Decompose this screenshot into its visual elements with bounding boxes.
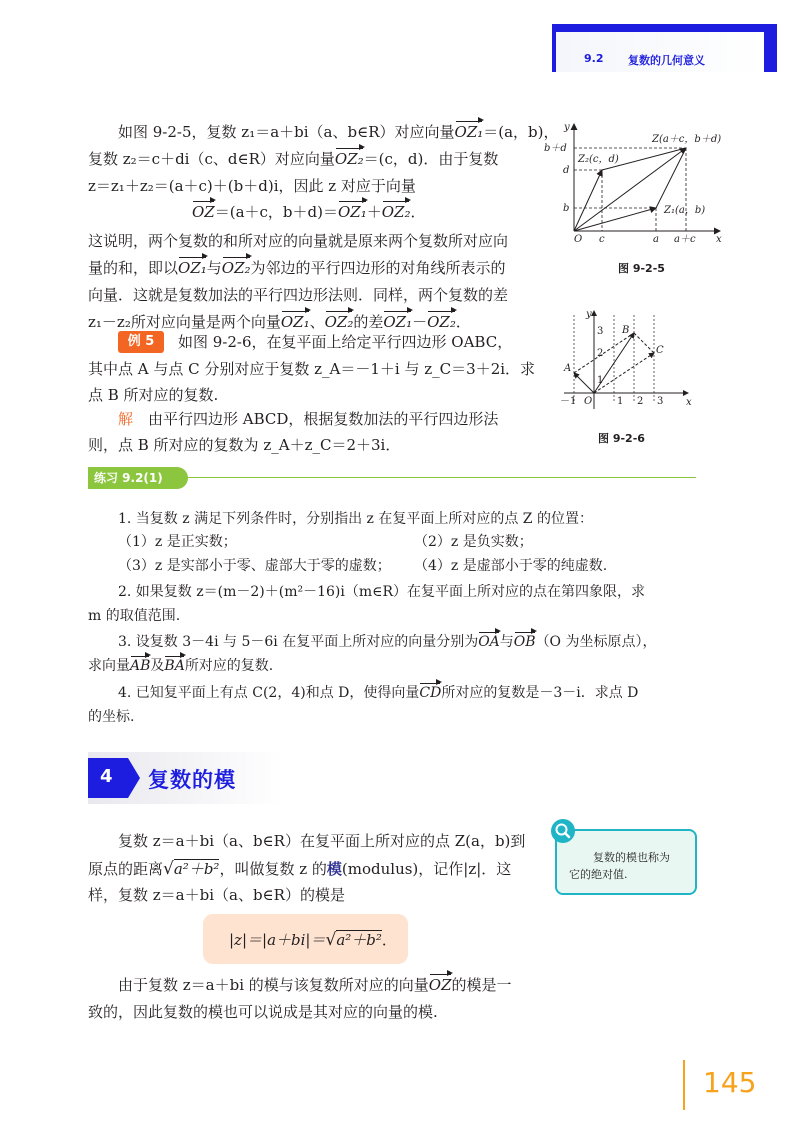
para1: 如图 9-2-5，复数 z₁＝a＋bi（a、b∈R）对应向量OZ₁＝(a，b)， <box>118 120 559 144</box>
fig1-z2-label: Z₂(c，d) <box>578 154 619 165</box>
page-number-rule <box>683 1060 685 1110</box>
modulus-p2-l1: 由于复数 z＝a＋bi 的模与该复数所对应的向量OZ的模是一 <box>118 973 512 997</box>
svg-text:3: 3 <box>657 396 664 407</box>
fig1-origin-label: O <box>574 234 583 245</box>
fig1-d-label: d <box>563 165 570 176</box>
modulus-p1-l3: 样，复数 z＝a＋bi（a、b∈R）的模是 <box>88 886 345 904</box>
page-number: 145 <box>703 1066 757 1099</box>
exercise-q3-l2: 求向量AB及BA所对应的复数. <box>88 655 273 677</box>
solution-l1: 由平行四边形 ABCD，根据复数加法的平行四边形法 <box>148 410 499 428</box>
para2-l1: 这说明，两个复数的和所对应的向量就是原来两个复数所对应向 <box>88 232 509 250</box>
example-badge: 例 5 <box>118 331 164 353</box>
section-heading <box>88 752 284 804</box>
modulus-p1-l1: 复数 z＝a＋bi（a、b∈R）在复平面上所对应的点 Z(a，b)到 <box>118 832 526 850</box>
figure-9-2-5-caption: 图 9-2-5 <box>618 262 665 275</box>
example5-l3: 点 B 所对应的复数. <box>88 386 219 404</box>
exercise-q4-l1: 4. 已知复平面上有点 C(2，4)和点 D，使得向量CD所对应的复数是－3－i．求点 D <box>118 682 638 704</box>
exercise-q1: 1. 当复数 z 满足下列条件时，分别指出 z 在复平面上所对应的点 Z 的位置： <box>118 511 593 527</box>
fig1-y-label: y <box>564 122 570 133</box>
fig1-b-label: b <box>563 203 570 214</box>
exercise-q1-c: （3）z 是实部小于零、虚部大于零的虚数； <box>118 558 391 574</box>
section-number: 9.2 <box>584 52 604 65</box>
example5-l2: 其中点 A 与点 C 分别对应于复数 z_A＝－1＋i 与 z_C＝3＋2i．求 <box>88 360 536 378</box>
fig1-z1-label: Z₁(a，b) <box>664 205 706 216</box>
solution-l2: 则，点 B 所对应的复数为 z_A＋z_C＝2＋3i． <box>88 436 401 454</box>
fig1-x-label: x <box>716 234 722 245</box>
para1-l3: z＝z₁＋z₂＝(a＋c)＋(b＋d)i，因此 z 对应于向量 <box>88 177 416 195</box>
header-bar <box>552 24 777 72</box>
exercise-q2-l2: m 的取值范围. <box>88 608 181 624</box>
svg-text:1: 1 <box>597 375 604 386</box>
fig1-a-label: a <box>653 234 659 245</box>
fig1-bd-label: b＋d <box>544 143 567 154</box>
svg-text:A: A <box>564 363 572 374</box>
section-title: 复数的几何意义 <box>628 54 705 67</box>
exercise-q1-a: （1）z 是正实数； <box>118 534 237 550</box>
exercise-q1-b: （2）z 是负实数； <box>414 534 533 550</box>
section-heading-title: 复数的模 <box>148 768 236 792</box>
svg-text:－1: －1 <box>560 396 577 407</box>
modulus-formula: |z|＝|a＋bi|＝√a²＋b²． <box>229 930 397 950</box>
side-note-line1: 复数的模也称为 <box>593 851 670 864</box>
vector-oz1: OZ₁ <box>455 120 484 144</box>
svg-text:3: 3 <box>597 326 604 337</box>
exercise-q4-l2: 的坐标. <box>88 709 135 725</box>
para2-l3: 向量．这就是复数加法的平行四边形法则．同样，两个复数的差 <box>88 286 509 304</box>
svg-text:B: B <box>622 325 630 336</box>
modulus-p2-l2: 致的，因此复数的模也可以说成是其对应的向量的模. <box>88 1003 438 1021</box>
svg-text:2: 2 <box>597 348 604 359</box>
exercise-q2-l1: 2. 如果复数 z＝(m－2)＋(m²－16)i（m∈R）在复平面上所对应的点在第四象限，求 <box>118 584 646 600</box>
svg-text:1: 1 <box>617 396 624 407</box>
figure-9-2-6-caption: 图 9-2-6 <box>598 432 645 445</box>
svg-text:C: C <box>656 345 664 356</box>
svg-text:2: 2 <box>637 396 644 407</box>
figure-9-2-5 <box>540 118 740 248</box>
modulus-p1-l2: 原点的距离√a²＋b²，叫做复数 z 的模(modulus)，记作|z|．这 <box>88 859 512 879</box>
para2-l4: z₁－z₂所对应向量是两个向量OZ₁、OZ₂的差OZ₁－OZ₂． <box>88 310 471 334</box>
side-note <box>555 829 697 895</box>
fig1-ac-label: a＋c <box>674 234 696 245</box>
term-modulus: 模 <box>326 860 342 878</box>
exercise-title: 练习 9.2(1) <box>88 467 188 489</box>
fig1-c-label: c <box>599 234 605 245</box>
section-number-badge <box>88 758 144 798</box>
section-number-text: 4 <box>100 766 113 787</box>
svg-text:x: x <box>686 397 692 408</box>
svg-text:y: y <box>586 309 592 320</box>
svg-text:O: O <box>584 396 593 407</box>
magnifier-icon <box>550 818 576 844</box>
fig1-z-label: Z(a＋c，b＋d) <box>652 134 722 145</box>
solution-label: 解 <box>118 410 134 428</box>
side-note-line2: 它的绝对值. <box>569 868 628 881</box>
figure-9-2-6 <box>556 305 696 415</box>
exercise-q1-d: （4）z 是虚部小于零的纯虚数. <box>414 558 608 574</box>
para1-l2: 复数 z₂＝c＋di（c、d∈R）对应向量OZ₂＝(c，d)．由于复数 <box>88 147 498 171</box>
exercise-q3-l1: 3. 设复数 3－4i 与 5－6i 在复平面上所对应的向量分别为OA与OB（O 为坐标原点）， <box>118 631 657 653</box>
modulus-formula-box <box>203 914 408 964</box>
vector-oz2: OZ₂ <box>335 147 364 171</box>
sum-equation: OZ＝(a＋c，b＋d)＝OZ₁＋OZ₂． <box>192 200 426 224</box>
example5-l1: 如图 9-2-6，在复平面上给定平行四边形 OABC， <box>178 333 513 351</box>
para2-l2: 量的和，即以OZ₁与OZ₂为邻边的平行四边形的对角线所表示的 <box>88 256 506 280</box>
